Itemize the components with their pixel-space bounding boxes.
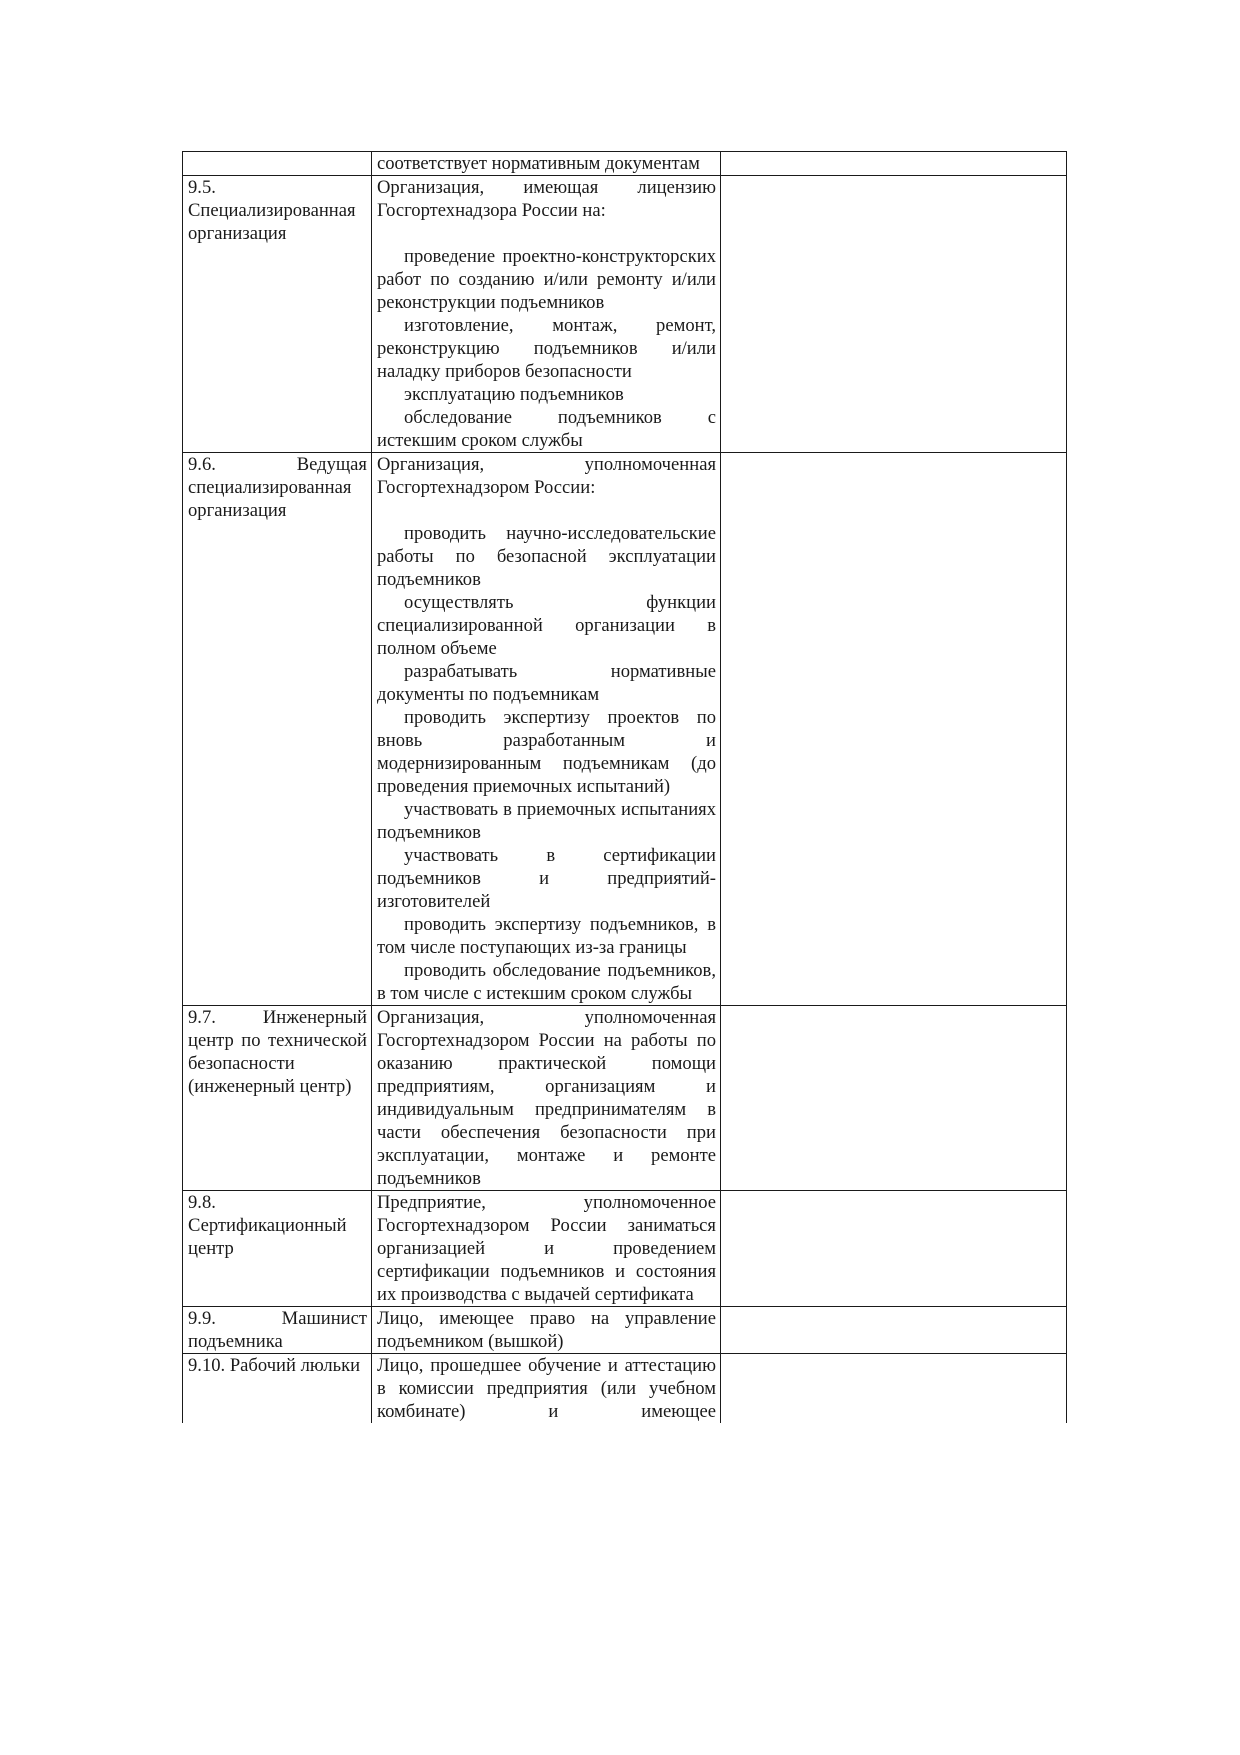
definition-item: обследование подъемников с истекшим сроком службы [377, 407, 716, 451]
notes-cell [721, 1006, 1067, 1191]
notes-cell [721, 1354, 1067, 1424]
term-cell [183, 1006, 372, 1191]
term-cell [183, 152, 372, 176]
term-cell [183, 176, 372, 453]
definition-item: проводить экспертизу подъемников, в том числе поступающих из-за границы [377, 914, 716, 958]
term-cell [183, 453, 372, 1006]
table-row [183, 1307, 1067, 1354]
table-row [183, 1191, 1067, 1307]
definition-cell [372, 152, 721, 176]
terms-table [182, 151, 1067, 1423]
definition-paragraph: Организация, уполномоченная Госгортехнадзором России на работы по оказанию практической помощи предприятиям, организациям и индивидуальным предпринимателям в части обеспечения безопасности при эксплуатации, монтаже и ремонте подъемников [377, 1007, 716, 1189]
definition-item: изготовление, монтаж, ремонт, реконструкцию подъемников и/или наладку приборов безопасности [377, 315, 716, 382]
definition-item: проводить экспертизу проектов по вновь разработанным и модернизированным подъемникам (до проведения приемочных испытаний) [377, 707, 716, 797]
notes-cell [721, 1307, 1067, 1354]
definition-item: проведение проектно-конструкторских работ по созданию и/или ремонту и/или реконструкции подъемников [377, 246, 716, 313]
definition-item: участвовать в приемочных испытаниях подъемников [377, 799, 716, 843]
notes-cell [721, 152, 1067, 176]
term-cell [183, 1307, 372, 1354]
definition-cell [372, 1307, 721, 1354]
term-cell [183, 1191, 372, 1307]
definition-paragraph: Лицо, имеющее право на управление подъемником (вышкой) [377, 1308, 716, 1352]
definition-cell [372, 1191, 721, 1307]
term-label: 9.5. Специализированная организация [188, 177, 356, 244]
term-label: 9.8. Сертификационный центр [188, 1192, 347, 1259]
definition-cell [372, 453, 721, 1006]
term-label: 9.10. Рабочий люльки [188, 1355, 361, 1376]
table-row [183, 453, 1067, 1006]
table-row [183, 152, 1067, 176]
table-row [183, 176, 1067, 453]
definition-item: разрабатывать нормативные документы по подъемникам [377, 661, 716, 705]
term-label: 9.9. Машинист подъемника [188, 1308, 367, 1352]
definition-paragraph: Предприятие, уполномоченное Госгортехнадзором России заниматься организацией и проведением сертификации подъемников и состояния их производства с выдачей сертификата [377, 1192, 716, 1305]
paragraph-spacer [377, 499, 716, 522]
term-label: 9.7. Инженерный центр по технической безопасности (инженерный центр) [188, 1007, 367, 1097]
definition-item: проводить обследование подъемников, в том числе с истекшим сроком службы [377, 960, 716, 1004]
table-row [183, 1354, 1067, 1424]
term-label: 9.6. Ведущая специализированная организация [188, 454, 367, 521]
definition-paragraph: соответствует нормативным документам [377, 153, 700, 174]
definition-cell [372, 1354, 721, 1424]
definition-cell [372, 176, 721, 453]
paragraph-spacer [377, 222, 716, 245]
definition-item: проводить научно-исследовательские работы по безопасной эксплуатации подъемников [377, 523, 716, 590]
notes-cell [721, 453, 1067, 1006]
definition-paragraph: Организация, имеющая лицензию Госгортехнадзора России на: [377, 177, 716, 221]
notes-cell [721, 1191, 1067, 1307]
table-row [183, 1006, 1067, 1191]
definition-item: участвовать в сертификации подъемников и предприятий-изготовителей [377, 845, 716, 912]
definition-cell [372, 1006, 721, 1191]
notes-cell [721, 176, 1067, 453]
definition-item: эксплуатацию подъемников [404, 384, 624, 405]
definition-item: осуществлять функции специализированной организации в полном объеме [377, 592, 716, 659]
definition-paragraph: Организация, уполномоченная Госгортехнадзором России: [377, 454, 716, 498]
term-cell [183, 1354, 372, 1424]
definition-paragraph: Лицо, прошедшее обучение и аттестацию в комиссии предприятия (или учебном комбинате) и имеющее [377, 1355, 716, 1422]
